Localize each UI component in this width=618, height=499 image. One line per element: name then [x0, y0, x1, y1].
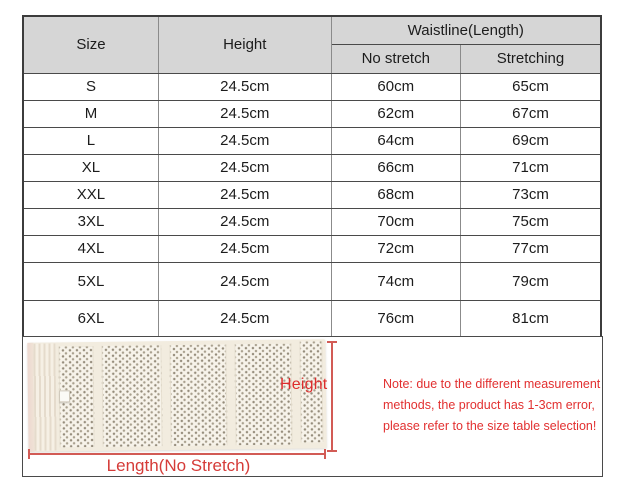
note-line: please refer to the size table selection! — [383, 419, 597, 433]
cell-stretching: 75cm — [460, 208, 601, 235]
cell-no-stretch: 68cm — [331, 181, 460, 208]
length-measure-line — [28, 453, 326, 455]
cell-size: XXL — [23, 181, 158, 208]
table-row — [23, 181, 601, 208]
cell-size: S — [23, 73, 158, 100]
cell-height: 24.5cm — [158, 154, 331, 181]
height-label: Height — [280, 376, 328, 393]
cell-no-stretch: 76cm — [331, 300, 460, 338]
cell-size: 5XL — [23, 262, 158, 300]
table-row — [23, 73, 601, 100]
cell-height: 24.5cm — [158, 300, 331, 338]
cell-height: 24.5cm — [158, 208, 331, 235]
col-header-height: Height — [158, 16, 331, 73]
belt-perforated-panel — [234, 344, 292, 446]
note-line: methods, the product has 1-3cm error, — [383, 398, 595, 412]
cell-stretching: 79cm — [460, 262, 601, 300]
cell-size: XL — [23, 154, 158, 181]
table-row — [23, 100, 601, 127]
note-line: Note: due to the different measurement — [383, 377, 601, 391]
cell-size: M — [23, 100, 158, 127]
table-row — [23, 154, 601, 181]
table-row — [23, 235, 601, 262]
measurement-diagram — [22, 336, 603, 477]
cell-height: 24.5cm — [158, 262, 331, 300]
cell-stretching: 71cm — [460, 154, 601, 181]
cell-no-stretch: 62cm — [331, 100, 460, 127]
table-row — [23, 300, 601, 338]
belt-perforated-panel — [169, 344, 227, 446]
header-row-1 — [23, 16, 601, 44]
cell-size: 3XL — [23, 208, 158, 235]
cell-stretching: 69cm — [460, 127, 601, 154]
cell-no-stretch: 64cm — [331, 127, 460, 154]
size-table — [22, 15, 602, 339]
cell-height: 24.5cm — [158, 127, 331, 154]
cell-no-stretch: 74cm — [331, 262, 460, 300]
cell-no-stretch: 66cm — [331, 154, 460, 181]
measurement-note — [383, 374, 607, 437]
table-row — [23, 208, 601, 235]
belt-ribbed-end — [33, 343, 56, 450]
cell-size: 6XL — [23, 300, 158, 338]
cell-no-stretch: 60cm — [331, 73, 460, 100]
cell-stretching: 73cm — [460, 181, 601, 208]
table-row — [23, 127, 601, 154]
cell-height: 24.5cm — [158, 73, 331, 100]
belt-perforated-panel — [101, 345, 162, 447]
height-measure-line — [331, 341, 333, 452]
cell-stretching: 67cm — [460, 100, 601, 127]
col-header-waistline: Waistline(Length) — [331, 16, 601, 44]
cell-height: 24.5cm — [158, 181, 331, 208]
table-row — [23, 262, 601, 300]
cell-stretching: 77cm — [460, 235, 601, 262]
cell-height: 24.5cm — [158, 235, 331, 262]
cell-stretching: 81cm — [460, 300, 601, 338]
col-header-size: Size — [23, 16, 158, 73]
col-header-stretching: Stretching — [460, 44, 601, 73]
cell-no-stretch: 72cm — [331, 235, 460, 262]
cell-size: 4XL — [23, 235, 158, 262]
col-header-no-stretch: No stretch — [331, 44, 460, 73]
cell-height: 24.5cm — [158, 100, 331, 127]
cell-size: L — [23, 127, 158, 154]
cell-stretching: 65cm — [460, 73, 601, 100]
cell-no-stretch: 70cm — [331, 208, 460, 235]
waist-belt-photo — [27, 339, 326, 452]
belt-tag — [59, 390, 70, 402]
length-label: Length(No Stretch) — [106, 456, 251, 475]
